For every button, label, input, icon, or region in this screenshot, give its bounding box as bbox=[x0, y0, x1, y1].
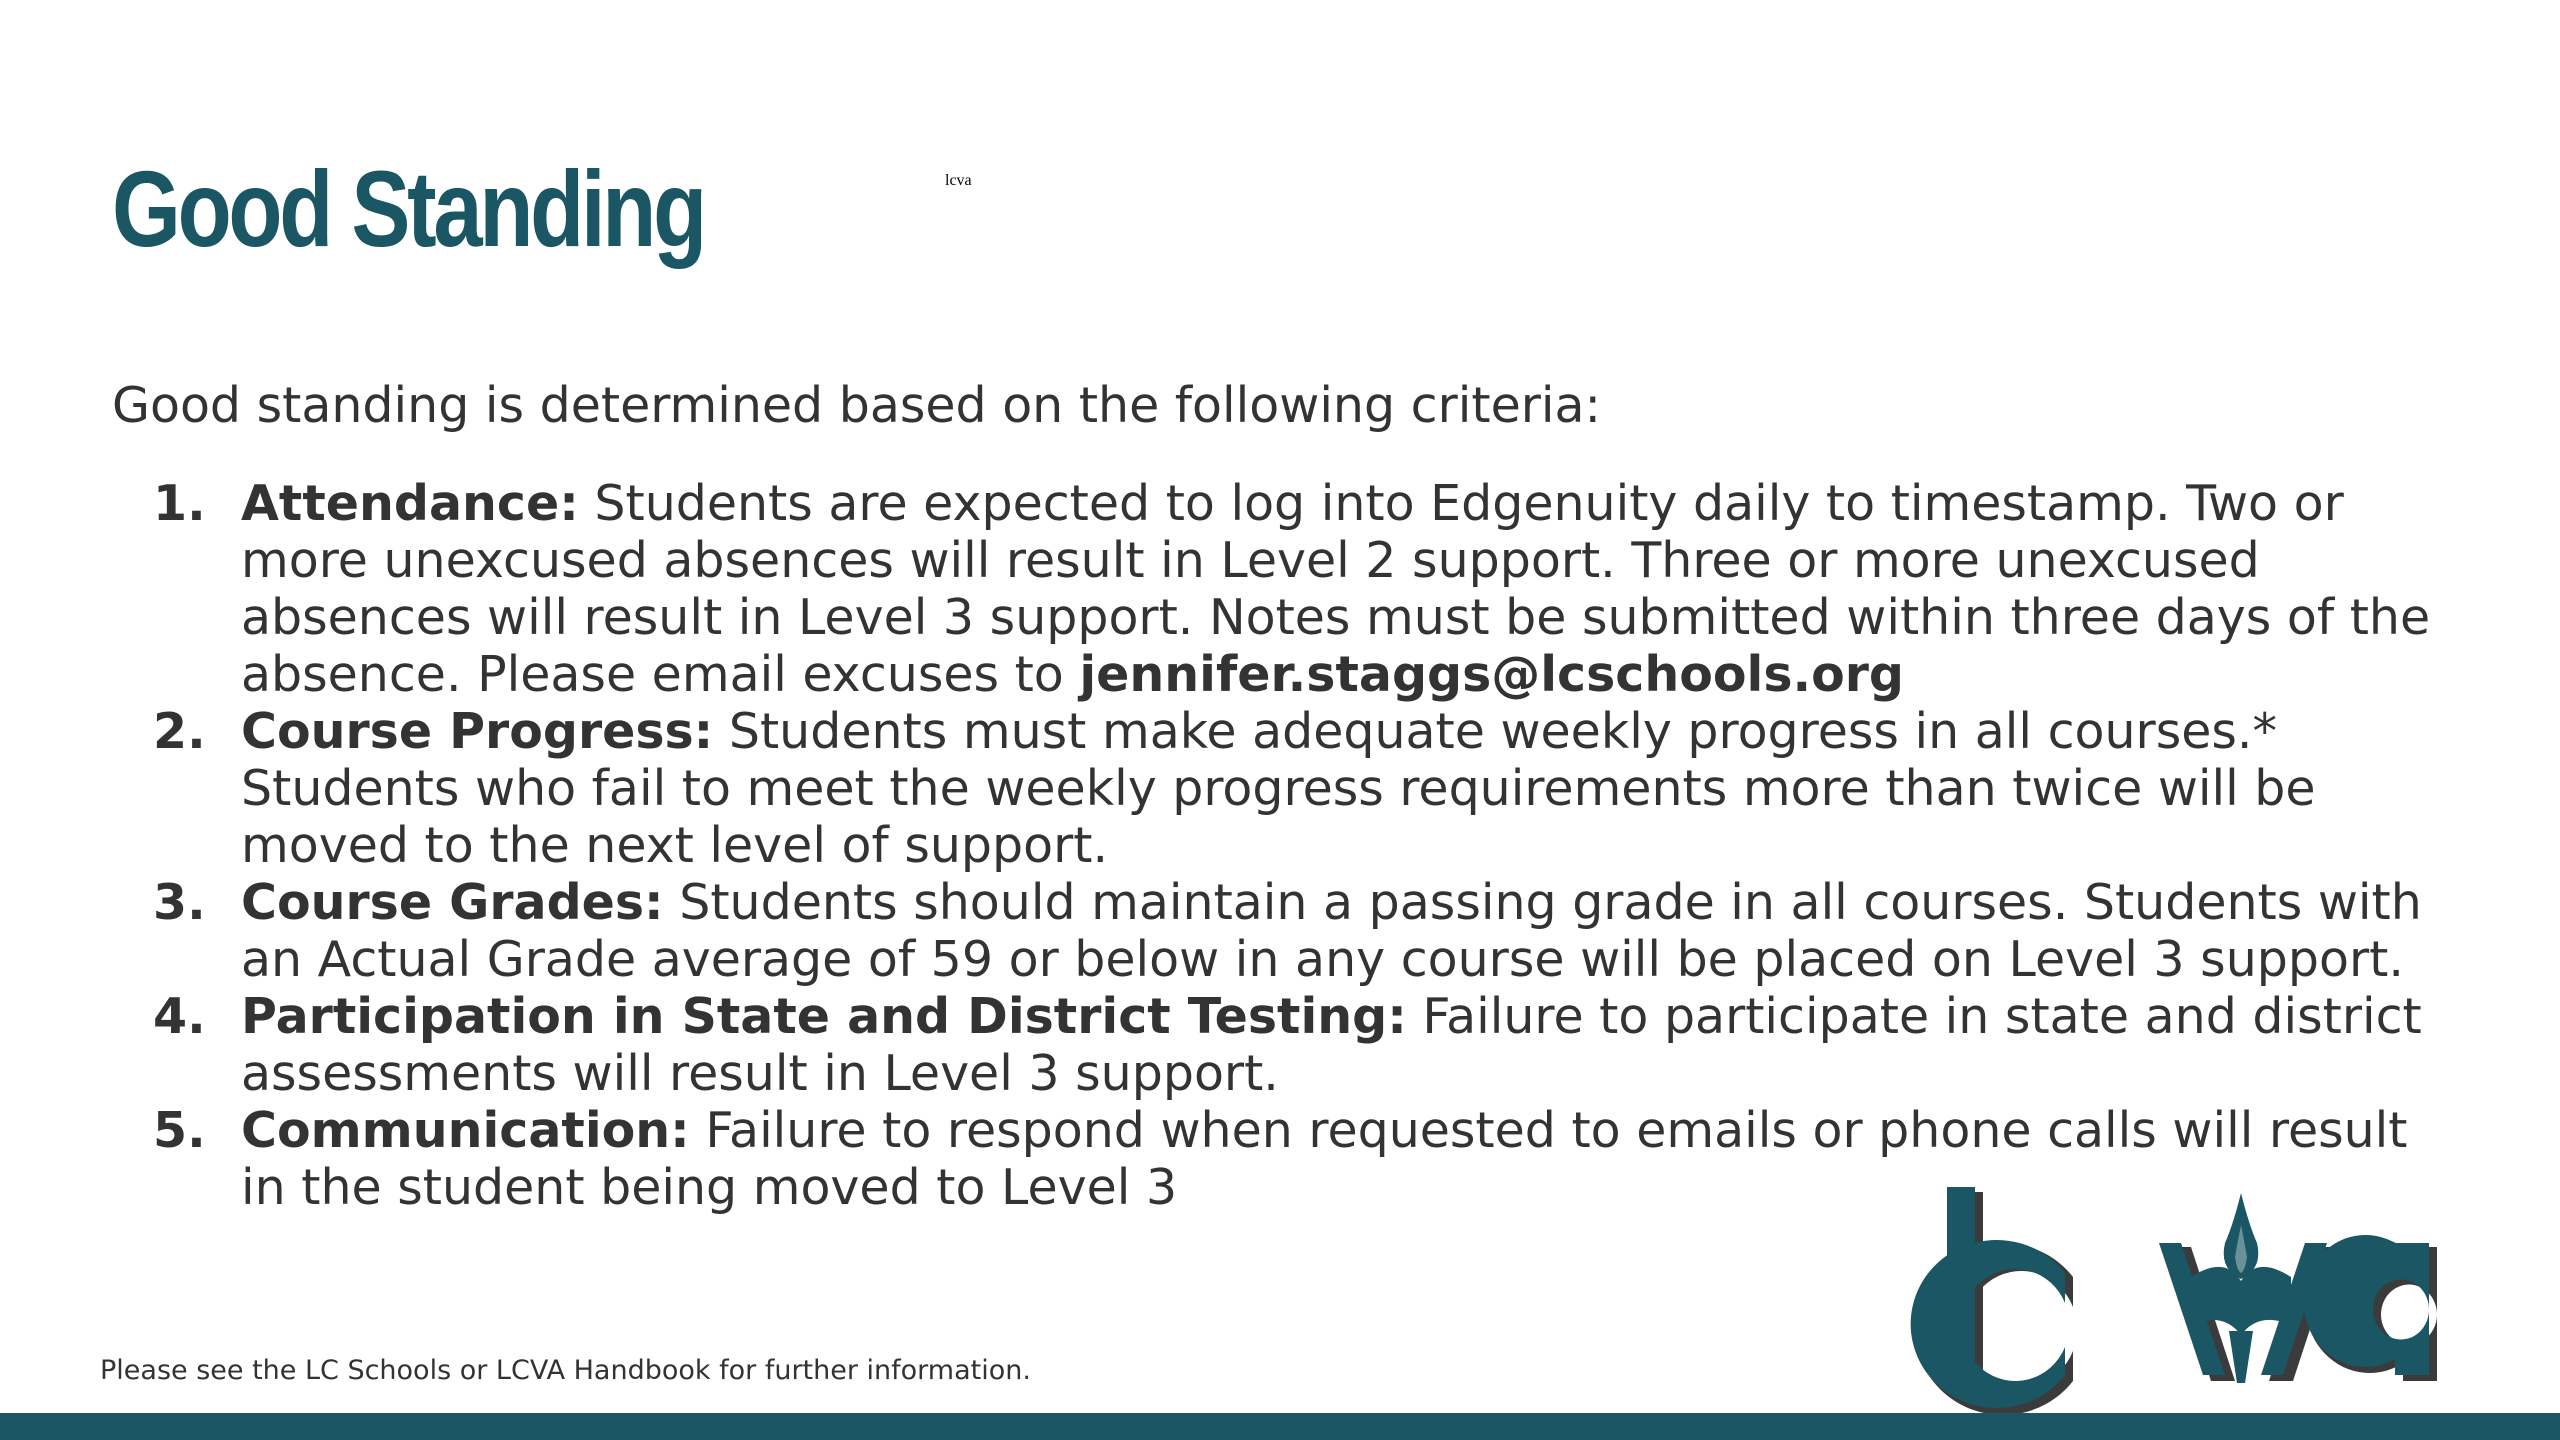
slide-title: Good Standing bbox=[112, 148, 704, 269]
criteria-text: Failure to respond when requested to emails or phone calls will result in the student being moved to Level 3 bbox=[241, 1102, 2408, 1216]
criteria-number: 1. bbox=[153, 475, 206, 532]
criteria-text: Failure to participate in state and district assessments will result in Level 3 support. bbox=[241, 988, 2422, 1102]
criteria-term: Course Grades: bbox=[241, 874, 664, 931]
criteria-list bbox=[150, 475, 2440, 1216]
criteria-number: 5. bbox=[153, 1102, 206, 1159]
criteria-text: Students are expected to log into Edgenuity daily to timestamp. Two or more unexcused absences will result in Level 2 support. Three or more unexcused absences will result in Level 3 support. Notes must be submitted within three days of the absence. Please email excuses to bbox=[241, 475, 2431, 703]
criteria-number: 3. bbox=[153, 874, 206, 931]
criteria-item-attendance bbox=[150, 475, 2440, 703]
criteria-item-testing bbox=[150, 988, 2440, 1102]
contact-email-link[interactable]: jennifer.staggs@lcschools.org bbox=[1079, 646, 1905, 703]
footnote: Please see the LC Schools or LCVA Handbook for further information. bbox=[100, 1355, 1031, 1386]
criteria-number: 2. bbox=[153, 703, 206, 760]
criteria-term: Participation in State and District Testing: bbox=[241, 988, 1407, 1045]
bottom-accent-bar bbox=[0, 1413, 2560, 1440]
criteria-item-course-progress bbox=[150, 703, 2440, 874]
criteria-number: 4. bbox=[153, 988, 206, 1045]
criteria-term: Course Progress: bbox=[241, 703, 714, 760]
criteria-term: Communication: bbox=[241, 1102, 690, 1159]
logo-text: lcva bbox=[945, 172, 972, 189]
criteria-text: Students must make adequate weekly progress in all courses.* Students who fail to meet the weekly progress requirements more than twice will be moved to the next level of support. bbox=[241, 703, 2316, 874]
intro-text: Good standing is determined based on the following criteria: bbox=[112, 377, 1602, 434]
criteria-text: Students should maintain a passing grade in all courses. Students with an Actual Grade average of 59 or below in any course will be placed on Level 3 support. bbox=[241, 874, 2422, 988]
criteria-item-course-grades bbox=[150, 874, 2440, 988]
criteria-term: Attendance: bbox=[241, 475, 579, 532]
